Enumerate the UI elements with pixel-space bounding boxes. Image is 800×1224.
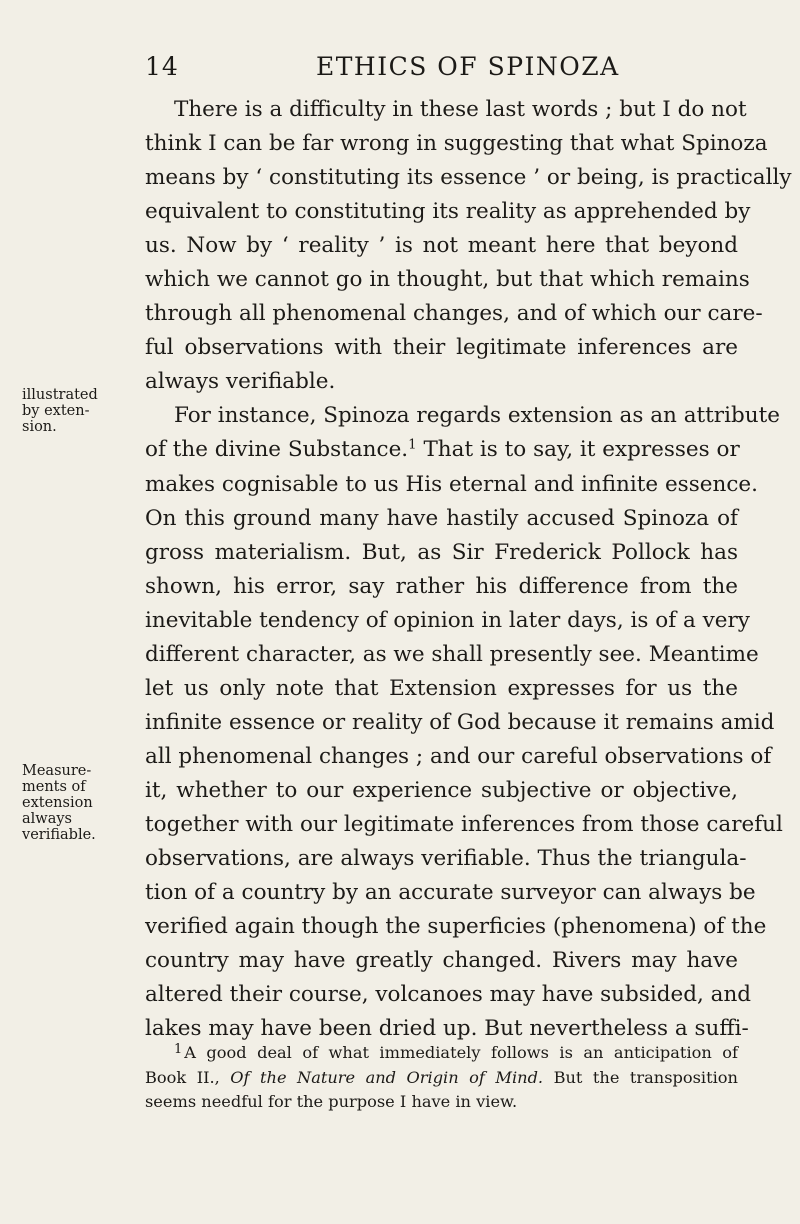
text-line: inevitable tendency of opinion in later days, is of a very — [145, 607, 750, 633]
sidenote-line: ments of — [22, 779, 86, 795]
footnote-line — [145, 1066, 738, 1091]
text-line: let us only note that Extension expresses for us the — [145, 675, 738, 701]
footnote-marker: 1 — [174, 1042, 183, 1058]
text-line: means by ‘ constituting its essence ’ or being, is practically — [145, 165, 792, 191]
text-line: makes cognisable to us His eternal and infinite essence. — [145, 471, 758, 497]
text-line: equivalent to constituting its reality as apprehended by — [145, 199, 751, 225]
sidenote-line: extension — [22, 795, 93, 811]
page-number: 14 — [145, 52, 179, 81]
text-segment: of the divine Substance. — [145, 437, 409, 463]
text-line: country may have greatly changed. Rivers may have — [145, 948, 738, 974]
sidenote-line: always — [22, 811, 72, 827]
text-line: shown, his error, say rather his difference from the — [145, 573, 738, 599]
body-text — [145, 93, 792, 1046]
sidenote-line: Measure- — [22, 763, 92, 779]
text-line: think I can be far wrong in suggesting that what Spinoza — [145, 131, 768, 157]
sidenote-line: by exten- — [22, 403, 90, 419]
text-line: all phenomenal changes ; and our careful observations of — [145, 743, 772, 769]
book-title: Of the Nature and Origin of Mind. — [230, 1067, 544, 1087]
text-line: infinite essence or reality of God because it remains amid — [145, 709, 775, 735]
sidenote-illustrated — [22, 387, 140, 435]
footnote-text: A good deal of what immediately follows is an anticipation of — [184, 1043, 738, 1062]
text-line: observations, are always verifiable. Thus the triangula- — [145, 846, 747, 872]
sidenote-line: illustrated — [22, 387, 98, 403]
text-line: ful observations with their legitimate inferences are — [145, 335, 738, 361]
text-line: There is a difficulty in these last words ; but I do not — [174, 97, 747, 122]
text-segment: That is to say, it expresses or — [416, 437, 740, 463]
footnote-text: Book II., — [145, 1067, 231, 1087]
text-line: which we cannot go in thought, but that which remains — [145, 267, 750, 293]
text-line: tion of a country by an accurate surveyor can always be — [145, 880, 756, 906]
text-line: together with our legitimate inferences from those careful — [145, 811, 783, 837]
text-line: different character, as we shall presently see. Meantime — [145, 641, 759, 667]
text-line: gross materialism. But, as Sir Frederick Pollock has — [145, 539, 738, 565]
footnote-line — [145, 1041, 738, 1066]
sidenote-line: verifiable. — [22, 827, 96, 843]
text-line: lakes may have been dried up. But nevertheless a suffi- — [145, 1016, 749, 1042]
text-line: always verifiable. — [145, 369, 336, 395]
text-line: through all phenomenal changes, and of which our care- — [145, 301, 763, 327]
text-line: altered their course, volcanoes may have subsided, and — [145, 982, 752, 1008]
text-line: it, whether to our experience subjective or objective, — [145, 777, 738, 803]
sidenote-measurements — [22, 763, 140, 843]
sidenote-line: sion. — [22, 419, 57, 435]
footnote-text: But the transposition — [543, 1067, 738, 1087]
text-line: On this ground many have hastily accused Spinoza of — [145, 505, 738, 531]
footnote-reference[interactable]: 1 — [408, 438, 417, 454]
footnote-line: seems needful for the purpose I have in view. — [145, 1092, 518, 1111]
text-line: verified again though the superficies (phenomena) of the — [145, 914, 767, 940]
text-line — [145, 433, 738, 467]
text-line: For instance, Spinoza regards extension as an attribute — [174, 403, 780, 429]
footnote — [145, 1041, 738, 1115]
text-line: us. Now by ‘ reality ’ is not meant here that beyond — [145, 233, 738, 259]
running-head: ETHICS OF SPINOZA — [316, 52, 620, 81]
